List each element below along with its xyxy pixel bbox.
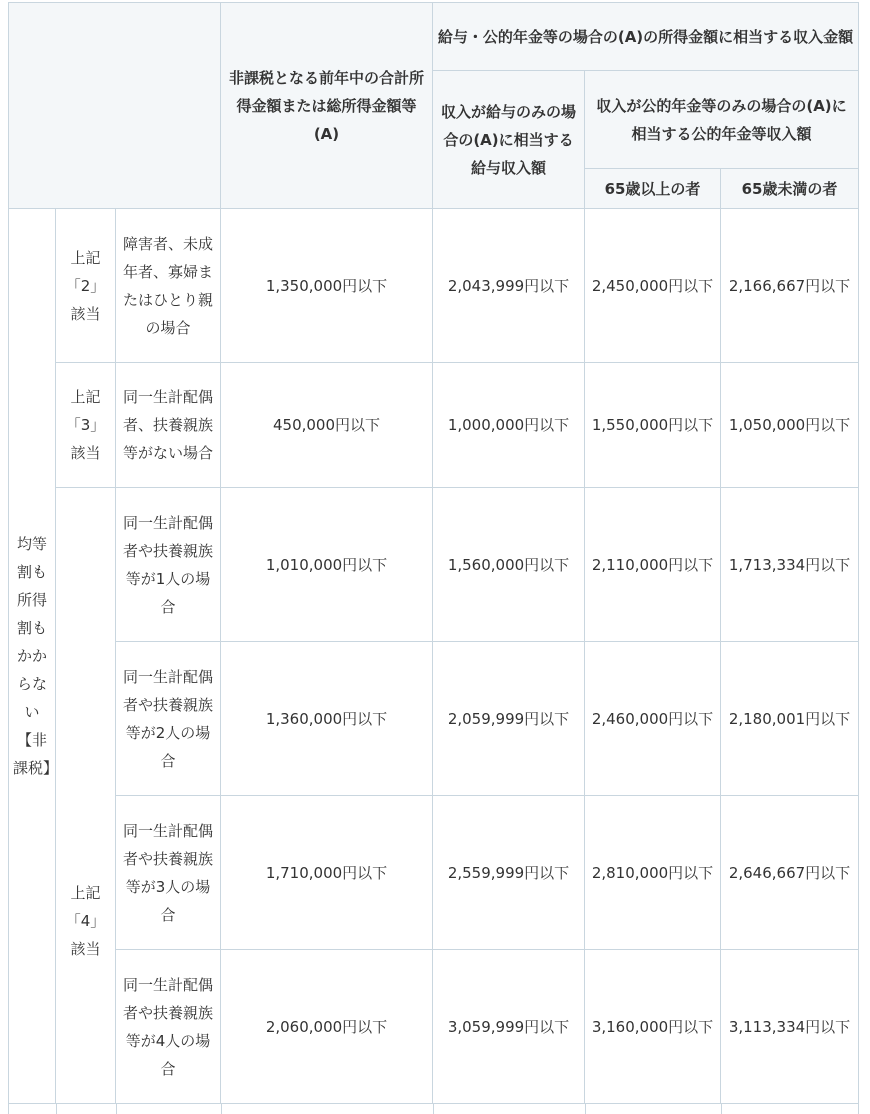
table-row xyxy=(9,363,859,488)
tax-exemption-table xyxy=(8,2,859,1104)
income-cell: 450,000円以下 xyxy=(221,363,433,488)
header-equivalent-income-group: 給与・公的年金等の場合の(A)の所得金額に相当する収入金額 xyxy=(433,3,859,71)
income-cell: 1,360,000円以下 xyxy=(221,642,433,796)
condition-cell: 同一生計配偶者や扶養親族等が1人の場合 xyxy=(116,488,221,642)
salary-cell: 2,059,999円以下 xyxy=(433,642,585,796)
table-row xyxy=(9,209,859,363)
salary-cell: 1,560,000円以下 xyxy=(433,488,585,642)
pension-65-over-cell: 1,550,000円以下 xyxy=(585,363,721,488)
salary-cell: 2,559,999円以下 xyxy=(433,796,585,950)
salary-cell: 2,043,999円以下 xyxy=(433,209,585,363)
income-cell: 1,350,000円以下 xyxy=(221,209,433,363)
header-age-65-over: 65歳以上の者 xyxy=(585,169,721,209)
income-cell: 1,010,000円以下 xyxy=(221,488,433,642)
group-label: 上記「2」該当 xyxy=(56,209,116,363)
pension-65-over-cell: 3,160,000円以下 xyxy=(585,950,721,1104)
table-row xyxy=(9,796,859,950)
header-income-threshold: 非課税となる前年中の合計所得金額または総所得金額等(A) xyxy=(221,3,433,209)
group-label: 上記「3」該当 xyxy=(56,363,116,488)
pension-65-over-cell: 2,460,000円以下 xyxy=(585,642,721,796)
group-label: 上記「4」該当 xyxy=(56,488,116,1104)
pension-under-65-cell: 1,713,334円以下 xyxy=(721,488,859,642)
income-cell: 2,060,000円以下 xyxy=(221,950,433,1104)
header-pension-only-group: 収入が公的年金等のみの場合の(A)に相当する公的年金等収入額 xyxy=(585,71,859,169)
pension-under-65-cell: 2,180,001円以下 xyxy=(721,642,859,796)
salary-cell: 1,000,000円以下 xyxy=(433,363,585,488)
pension-65-over-cell: 2,450,000円以下 xyxy=(585,209,721,363)
pension-65-over-cell: 2,110,000円以下 xyxy=(585,488,721,642)
salary-cell: 3,059,999円以下 xyxy=(433,950,585,1104)
next-row-cut-edge xyxy=(8,1103,859,1114)
condition-cell: 同一生計配偶者や扶養親族等が2人の場合 xyxy=(116,642,221,796)
condition-cell: 同一生計配偶者や扶養親族等が4人の場合 xyxy=(116,950,221,1104)
header-blank-corner xyxy=(9,3,221,209)
pension-under-65-cell: 2,166,667円以下 xyxy=(721,209,859,363)
pension-under-65-cell: 3,113,334円以下 xyxy=(721,950,859,1104)
header-age-under-65: 65歳未満の者 xyxy=(721,169,859,209)
table-row xyxy=(9,488,859,642)
income-cell: 1,710,000円以下 xyxy=(221,796,433,950)
pension-under-65-cell: 2,646,667円以下 xyxy=(721,796,859,950)
condition-cell: 同一生計配偶者、扶養親族等がない場合 xyxy=(116,363,221,488)
condition-cell: 障害者、未成年者、寡婦またはひとり親の場合 xyxy=(116,209,221,363)
pension-65-over-cell: 2,810,000円以下 xyxy=(585,796,721,950)
table-row xyxy=(9,950,859,1104)
table-row xyxy=(9,642,859,796)
category-label: 均等割も所得割もかからない【非課税】 xyxy=(9,209,56,1104)
condition-cell: 同一生計配偶者や扶養親族等が3人の場合 xyxy=(116,796,221,950)
header-salary-only: 収入が給与のみの場合の(A)に相当する給与収入額 xyxy=(433,71,585,209)
pension-under-65-cell: 1,050,000円以下 xyxy=(721,363,859,488)
